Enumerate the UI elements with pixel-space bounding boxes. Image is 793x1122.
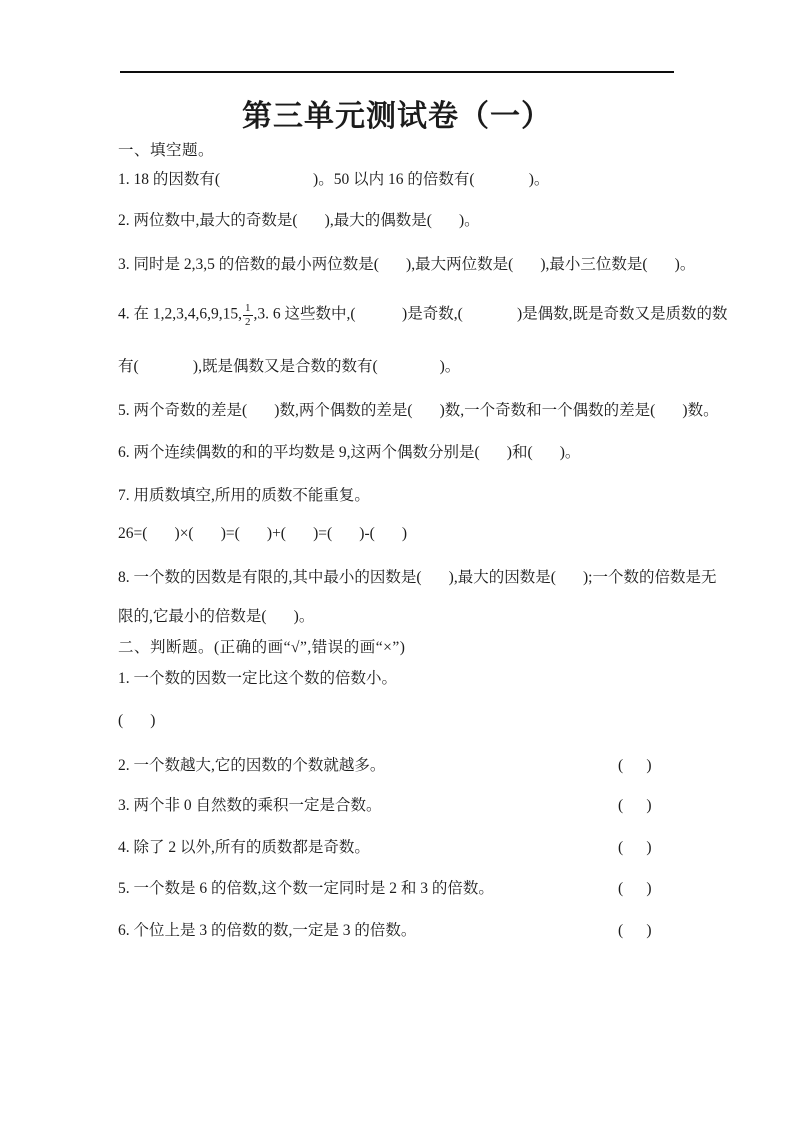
answer-blank: ( ): [618, 797, 652, 814]
section2-question-5: [118, 878, 793, 900]
fraction-denominator: 2: [245, 315, 251, 328]
fraction-one-half: [243, 302, 253, 328]
answer-blank: ( ): [618, 757, 652, 774]
section2-question-4: [118, 837, 793, 859]
header-divider: [120, 71, 674, 73]
answer-blank: ( ): [618, 839, 652, 856]
answer-blank: ( ): [618, 880, 652, 897]
question-4-text-before-fraction: 4. 在 1,2,3,4,6,9,15,: [118, 305, 243, 323]
question-text: 2. 一个数越大,它的因数的个数就越多。: [118, 757, 386, 774]
section1-question-5: 5. 两个奇数的差是( )数,两个偶数的差是( )数,一个奇数和一个偶数的差是( )数。: [118, 402, 719, 419]
section1-question-7: 7. 用质数填空,所用的质数不能重复。: [118, 487, 370, 504]
section1-question-8-line2: 限的,它最小的倍数是( )。: [118, 608, 315, 625]
question-text: 4. 除了 2 以外,所有的质数都是奇数。: [118, 839, 370, 856]
section1-question-6: 6. 两个连续偶数的和的平均数是 9,这两个偶数分别是( )和( )。: [118, 444, 581, 461]
fraction-numerator: 1: [245, 302, 251, 314]
section2-question-3: [118, 795, 793, 817]
section1-question-4-line1: [118, 302, 793, 328]
section1-question-2: 2. 两位数中,最大的奇数是( ),最大的偶数是( )。: [118, 212, 480, 229]
question-text: 6. 个位上是 3 的倍数的数,一定是 3 的倍数。: [118, 922, 417, 939]
question-text: 5. 一个数是 6 的倍数,这个数一定同时是 2 和 3 的倍数。: [118, 880, 494, 897]
answer-blank: ( ): [618, 922, 652, 939]
section2-question-1: 1. 一个数的因数一定比这个数的倍数小。: [118, 670, 398, 687]
page-title: 第三单元测试卷（一）: [242, 100, 552, 133]
question-4-text-after-fraction: ,3. 6 这些数中,( )是奇数,( )是偶数,既是奇数又是质数的数: [253, 305, 728, 323]
question-text: 3. 两个非 0 自然数的乘积一定是合数。: [118, 797, 382, 814]
section2-question-2: [118, 755, 793, 777]
section1-question-4-line2: 有( ),既是偶数又是合数的数有( )。: [118, 358, 461, 375]
section2-question-1-answer-blank: ( ): [118, 712, 156, 729]
section1-question-1: 1. 18 的因数有( )。50 以内 16 的倍数有( )。: [118, 171, 550, 188]
section2-heading: 二、判断题。(正确的画“√”,错误的画“×”): [118, 639, 406, 656]
section2-question-6: [118, 920, 793, 942]
section1-question-7-equation: 26=( )×( )=( )+( )=( )-( ): [118, 525, 408, 542]
section1-question-3: 3. 同时是 2,3,5 的倍数的最小两位数是( ),最大两位数是( ),最小三位数是( )。: [118, 256, 696, 273]
section1-heading: 一、填空题。: [118, 142, 215, 159]
section1-question-8-line1: 8. 一个数的因数是有限的,其中最小的因数是( ),最大的因数是( );一个数的倍数是无: [118, 569, 717, 586]
